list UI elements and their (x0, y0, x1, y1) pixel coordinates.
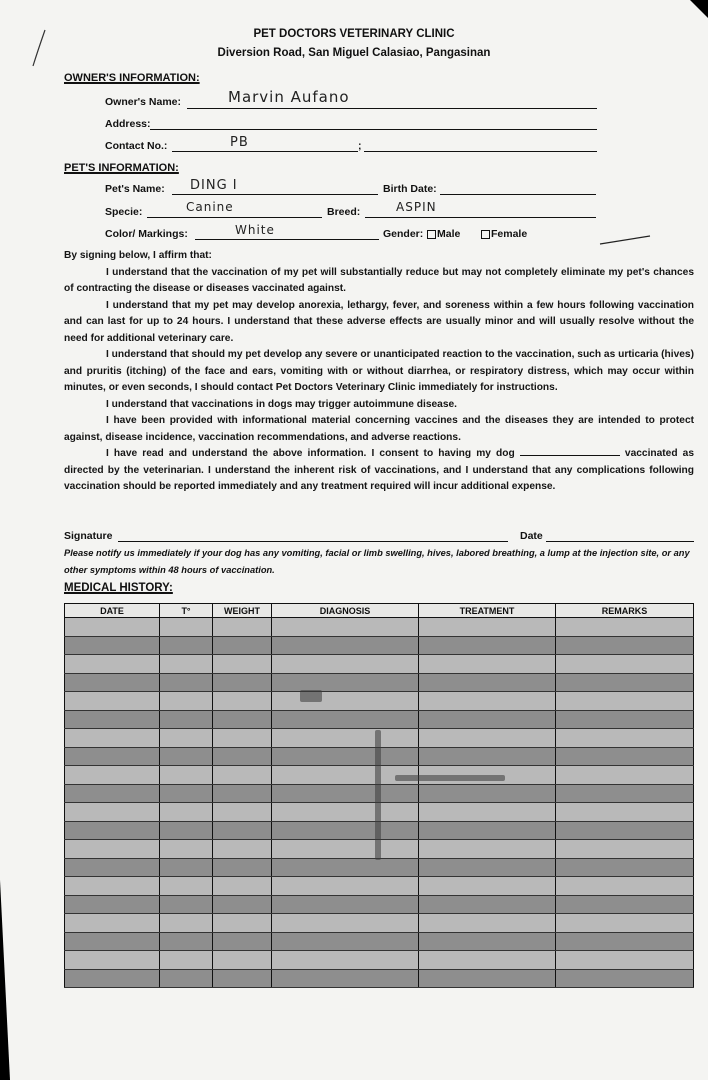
medical-cell[interactable] (419, 710, 556, 729)
owner-name-label: Owner's Name: (105, 96, 182, 108)
medical-cell[interactable] (213, 673, 272, 692)
medical-cell[interactable] (556, 877, 694, 896)
medical-cell[interactable] (65, 951, 160, 970)
medical-cell[interactable] (65, 914, 160, 933)
medical-row (65, 932, 694, 951)
breed-line (365, 217, 596, 218)
medical-cell[interactable] (160, 821, 213, 840)
medical-cell[interactable] (65, 803, 160, 822)
medical-cell[interactable] (272, 673, 419, 692)
medical-cell[interactable] (65, 895, 160, 914)
medical-cell[interactable] (556, 821, 694, 840)
scan-smudge (300, 690, 322, 702)
vaccination-notice: Please notify us immediately if your dog has any vomiting, facial or limb swelling, hives, labored breathing, a lump at the injection site, or any other symptoms within 48 hours of vaccination. (64, 548, 690, 575)
col-treatment: TREATMENT (419, 604, 556, 618)
medical-cell[interactable] (272, 821, 419, 840)
medical-cell[interactable] (272, 747, 419, 766)
medical-cell[interactable] (272, 710, 419, 729)
medical-cell[interactable] (556, 858, 694, 877)
medical-row (65, 877, 694, 896)
medical-cell[interactable] (213, 747, 272, 766)
medical-header-row (65, 604, 694, 618)
medical-cell[interactable] (556, 673, 694, 692)
medical-cell[interactable] (160, 692, 213, 711)
medical-cell[interactable] (419, 858, 556, 877)
medical-row (65, 692, 694, 711)
medical-cell[interactable] (160, 766, 213, 785)
medical-cell[interactable] (272, 858, 419, 877)
gender-male-label: Male (437, 228, 461, 240)
medical-cell[interactable] (272, 636, 419, 655)
col-weight: WEIGHT (213, 604, 272, 618)
gender-female-checkbox[interactable] (481, 230, 490, 239)
owner-name-value[interactable]: Marvin Aufano (228, 88, 350, 106)
medical-cell[interactable] (65, 877, 160, 896)
medical-cell[interactable] (213, 877, 272, 896)
medical-cell[interactable] (65, 710, 160, 729)
pet-section-title: PET'S INFORMATION: (64, 162, 179, 174)
owner-address-label: Address: (105, 118, 151, 130)
medical-cell[interactable] (556, 692, 694, 711)
medical-cell[interactable] (272, 692, 419, 711)
contact-label: Contact No.: (105, 140, 168, 152)
medical-cell[interactable] (419, 618, 556, 637)
medical-cell[interactable] (556, 729, 694, 748)
medical-cell[interactable] (419, 951, 556, 970)
medical-cell[interactable] (556, 932, 694, 951)
medical-cell[interactable] (272, 618, 419, 637)
medical-cell[interactable] (556, 636, 694, 655)
medical-row (65, 951, 694, 970)
owner-name-line (187, 108, 597, 109)
medical-cell[interactable] (419, 969, 556, 988)
color-line (195, 239, 379, 240)
medical-cell[interactable] (556, 710, 694, 729)
medical-cell[interactable] (419, 636, 556, 655)
medical-cell[interactable] (213, 729, 272, 748)
medical-cell[interactable] (160, 858, 213, 877)
contact-value[interactable]: PB (230, 135, 249, 150)
consent-paragraph-1: I understand that the vaccination of my pet will substantially reduce but may not completely eliminate my pet's chances of contracting the disease or diseases vaccinated against. (64, 266, 694, 294)
medical-row (65, 895, 694, 914)
medical-cell[interactable] (213, 618, 272, 637)
medical-cell[interactable] (65, 618, 160, 637)
medical-cell[interactable] (213, 692, 272, 711)
dog-name-blank[interactable] (520, 446, 620, 456)
pet-name-label: Pet's Name: (105, 183, 165, 195)
medical-row (65, 858, 694, 877)
medical-cell[interactable] (556, 895, 694, 914)
owner-section-title: OWNER'S INFORMATION: (64, 72, 200, 84)
date-line[interactable] (546, 541, 694, 542)
medical-cell[interactable] (160, 673, 213, 692)
medical-cell[interactable] (65, 932, 160, 951)
medical-cell[interactable] (556, 618, 694, 637)
medical-cell[interactable] (160, 895, 213, 914)
medical-cell[interactable] (160, 877, 213, 896)
medical-cell[interactable] (272, 877, 419, 896)
col-diagnosis: DIAGNOSIS (272, 604, 419, 618)
contact-line-1 (172, 151, 358, 152)
consent-p6-end: vaccinated as directed by the veterinarian. I understand the inherent risk of vaccinations, and I understand that any complications following vaccination should be reported immediately and any treatment required will incur additional expense. (64, 448, 694, 492)
consent-paragraph-3: I understand that should my pet develop any severe or unanticipated reaction to the vaccination, such as urticaria (hives) and pruritis (itching) of the face and ears, vomiting with or without diarrhea, or respiratory distress, which may occur within minutes, or even seconds, I should contact Pet Doctors Veterinary Clinic immediately for instructions. (64, 349, 694, 393)
medical-cell[interactable] (213, 895, 272, 914)
medical-cell[interactable] (160, 969, 213, 988)
medical-cell[interactable] (65, 840, 160, 859)
medical-cell[interactable] (160, 710, 213, 729)
medical-cell[interactable] (213, 914, 272, 933)
medical-cell[interactable] (160, 803, 213, 822)
medical-row (65, 655, 694, 674)
medical-cell[interactable] (419, 692, 556, 711)
contact-line-2[interactable] (364, 151, 597, 152)
medical-cell[interactable] (213, 636, 272, 655)
medical-cell[interactable] (213, 766, 272, 785)
medical-cell[interactable] (65, 784, 160, 803)
medical-cell[interactable] (272, 895, 419, 914)
medical-cell[interactable] (419, 895, 556, 914)
pet-name-value[interactable]: DING I (190, 178, 238, 193)
medical-cell[interactable] (272, 784, 419, 803)
medical-cell[interactable] (213, 951, 272, 970)
date-label: Date (520, 530, 543, 542)
medical-cell[interactable] (213, 655, 272, 674)
col-remarks: REMARKS (556, 604, 694, 618)
medical-cell[interactable] (65, 766, 160, 785)
specie-value[interactable]: Canine (186, 200, 234, 214)
consent-intro: By signing below, I affirm that: (64, 250, 212, 261)
consent-paragraph-6 (64, 446, 694, 496)
medical-cell[interactable] (419, 747, 556, 766)
medical-cell[interactable] (213, 840, 272, 859)
medical-cell[interactable] (65, 747, 160, 766)
color-label: Color/ Markings: (105, 228, 188, 240)
birth-date-line[interactable] (440, 194, 596, 195)
medical-cell[interactable] (556, 803, 694, 822)
medical-cell[interactable] (556, 784, 694, 803)
medical-cell[interactable] (160, 747, 213, 766)
contact-separator: ; (358, 140, 362, 152)
signature-label: Signature (64, 530, 113, 542)
medical-cell[interactable] (419, 932, 556, 951)
medical-cell[interactable] (419, 784, 556, 803)
medical-cell[interactable] (213, 932, 272, 951)
color-value[interactable]: White (235, 223, 275, 237)
medical-cell[interactable] (556, 747, 694, 766)
medical-cell[interactable] (213, 710, 272, 729)
medical-cell[interactable] (419, 729, 556, 748)
medical-cell[interactable] (65, 969, 160, 988)
medical-cell[interactable] (556, 914, 694, 933)
medical-cell[interactable] (160, 655, 213, 674)
medical-row (65, 636, 694, 655)
medical-cell[interactable] (419, 803, 556, 822)
birth-date-label: Birth Date: (383, 183, 437, 195)
medical-cell[interactable] (419, 877, 556, 896)
medical-cell[interactable] (272, 914, 419, 933)
medical-cell[interactable] (272, 729, 419, 748)
medical-cell[interactable] (160, 784, 213, 803)
clinic-address: Diversion Road, San Miguel Calasiao, Pangasinan (217, 47, 491, 59)
medical-cell[interactable] (65, 673, 160, 692)
medical-cell[interactable] (419, 914, 556, 933)
medical-cell[interactable] (272, 951, 419, 970)
medical-cell[interactable] (65, 858, 160, 877)
medical-cell[interactable] (160, 840, 213, 859)
consent-p6-start: I have read and understand the above information. I consent to having my dog (106, 448, 515, 459)
medical-section-title: MEDICAL HISTORY: (64, 582, 173, 594)
medical-cell[interactable] (213, 784, 272, 803)
medical-cell[interactable] (556, 951, 694, 970)
breed-label: Breed: (327, 206, 361, 218)
gender-female-label: Female (491, 228, 528, 240)
medical-cell[interactable] (419, 673, 556, 692)
medical-cell[interactable] (213, 969, 272, 988)
gender-male-checkbox[interactable] (427, 230, 436, 239)
medical-row (65, 618, 694, 637)
medical-cell[interactable] (556, 840, 694, 859)
medical-cell[interactable] (65, 821, 160, 840)
medical-cell[interactable] (160, 636, 213, 655)
gender-label: Gender: (383, 228, 424, 240)
medical-cell[interactable] (213, 821, 272, 840)
col-date: DATE (65, 604, 160, 618)
consent-paragraph-4: I understand that vaccinations in dogs may trigger autoimmune disease. (106, 398, 457, 410)
medical-cell[interactable] (160, 951, 213, 970)
medical-cell[interactable] (272, 803, 419, 822)
medical-cell[interactable] (272, 840, 419, 859)
consent-block (64, 248, 694, 496)
scan-smudge (375, 730, 381, 860)
consent-paragraph-2: I understand that my pet may develop anorexia, lethargy, fever, and soreness within a few hours following vaccination and can last for up to 24 hours. I understand that these adverse effects are usually minor and will usually resolve without the need for additional veterinary care. (64, 299, 694, 344)
medical-cell[interactable] (272, 969, 419, 988)
medical-cell[interactable] (160, 932, 213, 951)
specie-line (147, 217, 322, 218)
medical-row (65, 710, 694, 729)
medical-cell[interactable] (65, 655, 160, 674)
medical-cell[interactable] (160, 729, 213, 748)
medical-cell[interactable] (419, 821, 556, 840)
medical-cell[interactable] (65, 692, 160, 711)
medical-cell[interactable] (272, 655, 419, 674)
clinic-name: PET DOCTORS VETERINARY CLINIC (253, 28, 455, 40)
breed-value[interactable]: ASPIN (396, 200, 437, 214)
medical-cell[interactable] (419, 655, 556, 674)
medical-cell[interactable] (419, 840, 556, 859)
medical-cell[interactable] (556, 655, 694, 674)
medical-cell[interactable] (160, 618, 213, 637)
medical-row (65, 914, 694, 933)
signature-line[interactable] (118, 541, 508, 542)
medical-cell[interactable] (556, 969, 694, 988)
medical-cell[interactable] (65, 729, 160, 748)
scan-smudge (395, 775, 505, 781)
owner-address-line[interactable] (150, 129, 597, 130)
medical-cell[interactable] (213, 803, 272, 822)
medical-row (65, 673, 694, 692)
pet-name-line (172, 194, 378, 195)
specie-label: Specie: (105, 206, 143, 218)
medical-cell[interactable] (213, 858, 272, 877)
medical-cell[interactable] (160, 914, 213, 933)
medical-cell[interactable] (556, 766, 694, 785)
medical-cell[interactable] (272, 932, 419, 951)
consent-paragraph-5: I have been provided with informational material concerning vaccines and the diseases they are intended to protect against, disease incidence, vaccination recommendations, and adverse reactions. (64, 415, 694, 443)
medical-cell[interactable] (65, 636, 160, 655)
col-temperature: T° (160, 604, 213, 618)
medical-row (65, 969, 694, 988)
